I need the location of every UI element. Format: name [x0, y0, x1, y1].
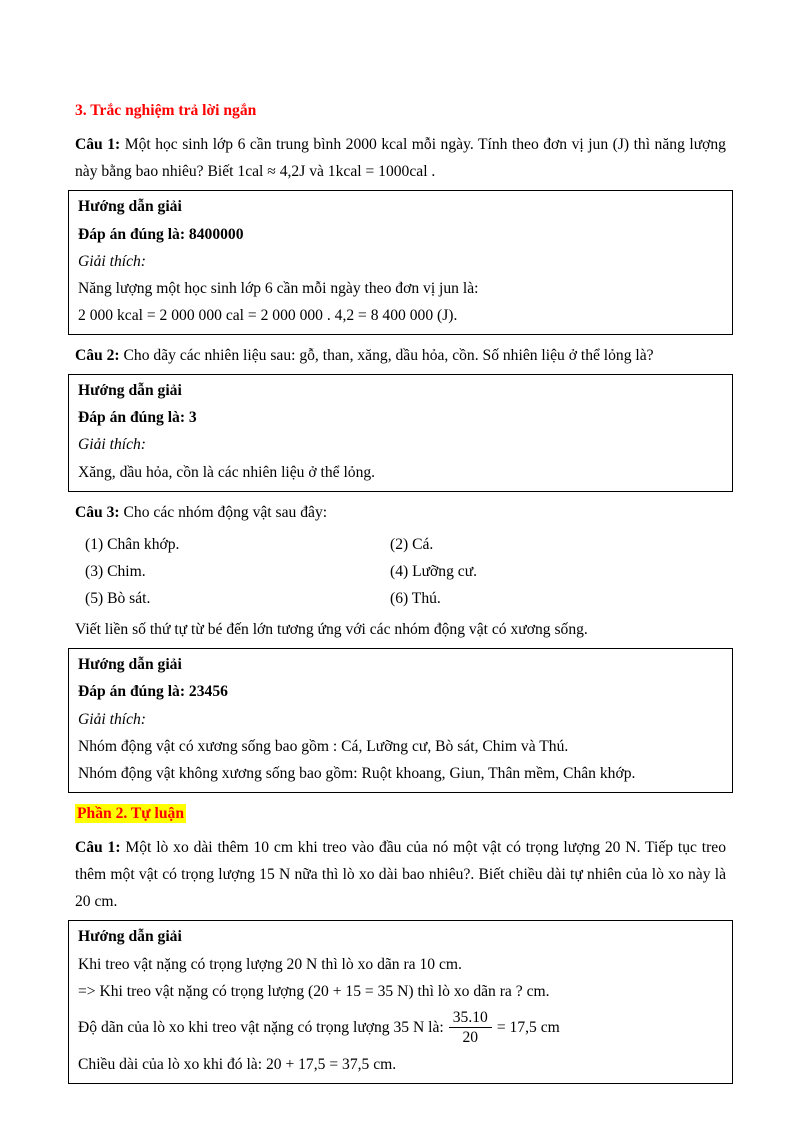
- answer-line: Đáp án đúng là: 23456: [78, 683, 228, 701]
- solution-heading: Hướng dẫn giải: [78, 656, 182, 674]
- option-item: (2) Cá.: [390, 535, 434, 553]
- fraction-line-suffix: = 17,5 cm: [496, 1019, 560, 1037]
- solution-line: Xăng, dầu hỏa, cồn là các nhiên liệu ở thể lỏng.: [78, 463, 376, 481]
- solution-line: Nhóm động vật không xương sống bao gồm: Ruột khoang, Giun, Thân mềm, Chân khớp.: [78, 764, 636, 782]
- answer-line: Đáp án đúng là: 8400000: [78, 225, 244, 243]
- question-3: [75, 499, 726, 526]
- solution-line: Khi treo vật nặng có trọng lượng 20 N thì lò xo dãn ra 10 cm.: [78, 955, 462, 973]
- question-1-text: Một học sinh lớp 6 cần trung bình 2000 kcal mỗi ngày. Tính theo đơn vị jun (J) thì năng lượng này bằng bao nhiêu? Biết: [75, 136, 726, 181]
- question-3-label: Câu 3:: [75, 503, 120, 521]
- option-item: (1) Chân khớp.: [85, 535, 180, 553]
- question-3-followup: Viết liền số thứ tự từ bé đến lớn tương ứng với các nhóm động vật có xương sống.: [75, 621, 588, 639]
- question-2-text: Cho dãy các nhiên liệu sau: gỗ, than, xăng, dầu hỏa, cồn. Số nhiên liệu ở thể lỏng là?: [123, 347, 654, 364]
- explain-label: Giải thích:: [78, 710, 146, 728]
- solution-box-4: [68, 920, 733, 1083]
- question-3-intro: Cho các nhóm động vật sau đây:: [123, 503, 328, 521]
- section-heading-essay: [75, 800, 726, 827]
- fraction-numerator: 35.10: [449, 1008, 492, 1028]
- solution-line: 2 000 kcal = 2 000 000 cal = 2 000 000 . 4,2 = 8 400 000 (J).: [78, 306, 458, 324]
- explain-label: Giải thích:: [78, 252, 146, 270]
- solution-box-1: [68, 190, 733, 335]
- option-item: (6) Thú.: [390, 590, 441, 607]
- option-item: (4) Lưỡng cư.: [390, 562, 478, 580]
- solution-line-with-fraction: [78, 1005, 722, 1051]
- solution-line: Nhóm động vật có xương sống bao gồm : Cá, Lưỡng cư, Bò sát, Chim và Thú.: [78, 737, 569, 755]
- essay-question-1-text: Một lò xo dài thêm 10 cm khi treo vào đầu của nó một vật có trọng lượng 20 N. Tiếp tục treo thêm một vật có trọng lượng 15 N nữa thì lò xo dài bao nhiêu?. Biết chiều dài tự nhiên của lò xo này là 20 cm.: [75, 839, 726, 911]
- essay-question-1-label: Câu 1:: [75, 839, 121, 856]
- question-1-formula: 1cal ≈ 4,2J và 1kcal = 1000cal .: [237, 163, 436, 181]
- solution-box-2: [68, 374, 733, 492]
- solution-heading: Hướng dẫn giải: [78, 928, 182, 946]
- question-1-label: Câu 1:: [75, 136, 121, 154]
- question-3-options: [75, 531, 726, 612]
- essay-question-1: [75, 834, 726, 915]
- question-1: [75, 131, 726, 185]
- solution-line: => Khi treo vật nặng có trọng lượng (20 + 15 = 35 N) thì lò xo dãn ra ? cm.: [78, 982, 550, 1000]
- question-2-label: Câu 2:: [75, 347, 120, 364]
- answer-line: Đáp án đúng là: 3: [78, 409, 197, 427]
- solution-box-3: [68, 648, 733, 793]
- solution-heading: Hướng dẫn giải: [78, 382, 182, 400]
- fraction-line-prefix: Độ dãn của lò xo khi treo vật nặng có trọng lượng 35 N là:: [78, 1019, 444, 1037]
- question-2: [75, 342, 726, 369]
- option-item: (5) Bò sát.: [85, 590, 151, 607]
- fraction: [449, 1008, 492, 1048]
- solution-line: Chiều dài của lò xo khi đó là: 20 + 17,5 = 37,5 cm.: [78, 1055, 397, 1073]
- section-heading-short-answer: 3. Trắc nghiệm trả lời ngắn: [75, 102, 257, 119]
- fraction-denominator: 20: [462, 1029, 479, 1047]
- section-heading-essay-text: Phần 2. Tự luận: [77, 804, 185, 822]
- explain-label: Giải thích:: [78, 436, 146, 454]
- solution-line: Năng lượng một học sinh lớp 6 cần mỗi ngày theo đơn vị jun là:: [78, 279, 479, 297]
- option-item: (3) Chim.: [85, 562, 146, 580]
- solution-heading: Hướng dẫn giải: [78, 198, 182, 216]
